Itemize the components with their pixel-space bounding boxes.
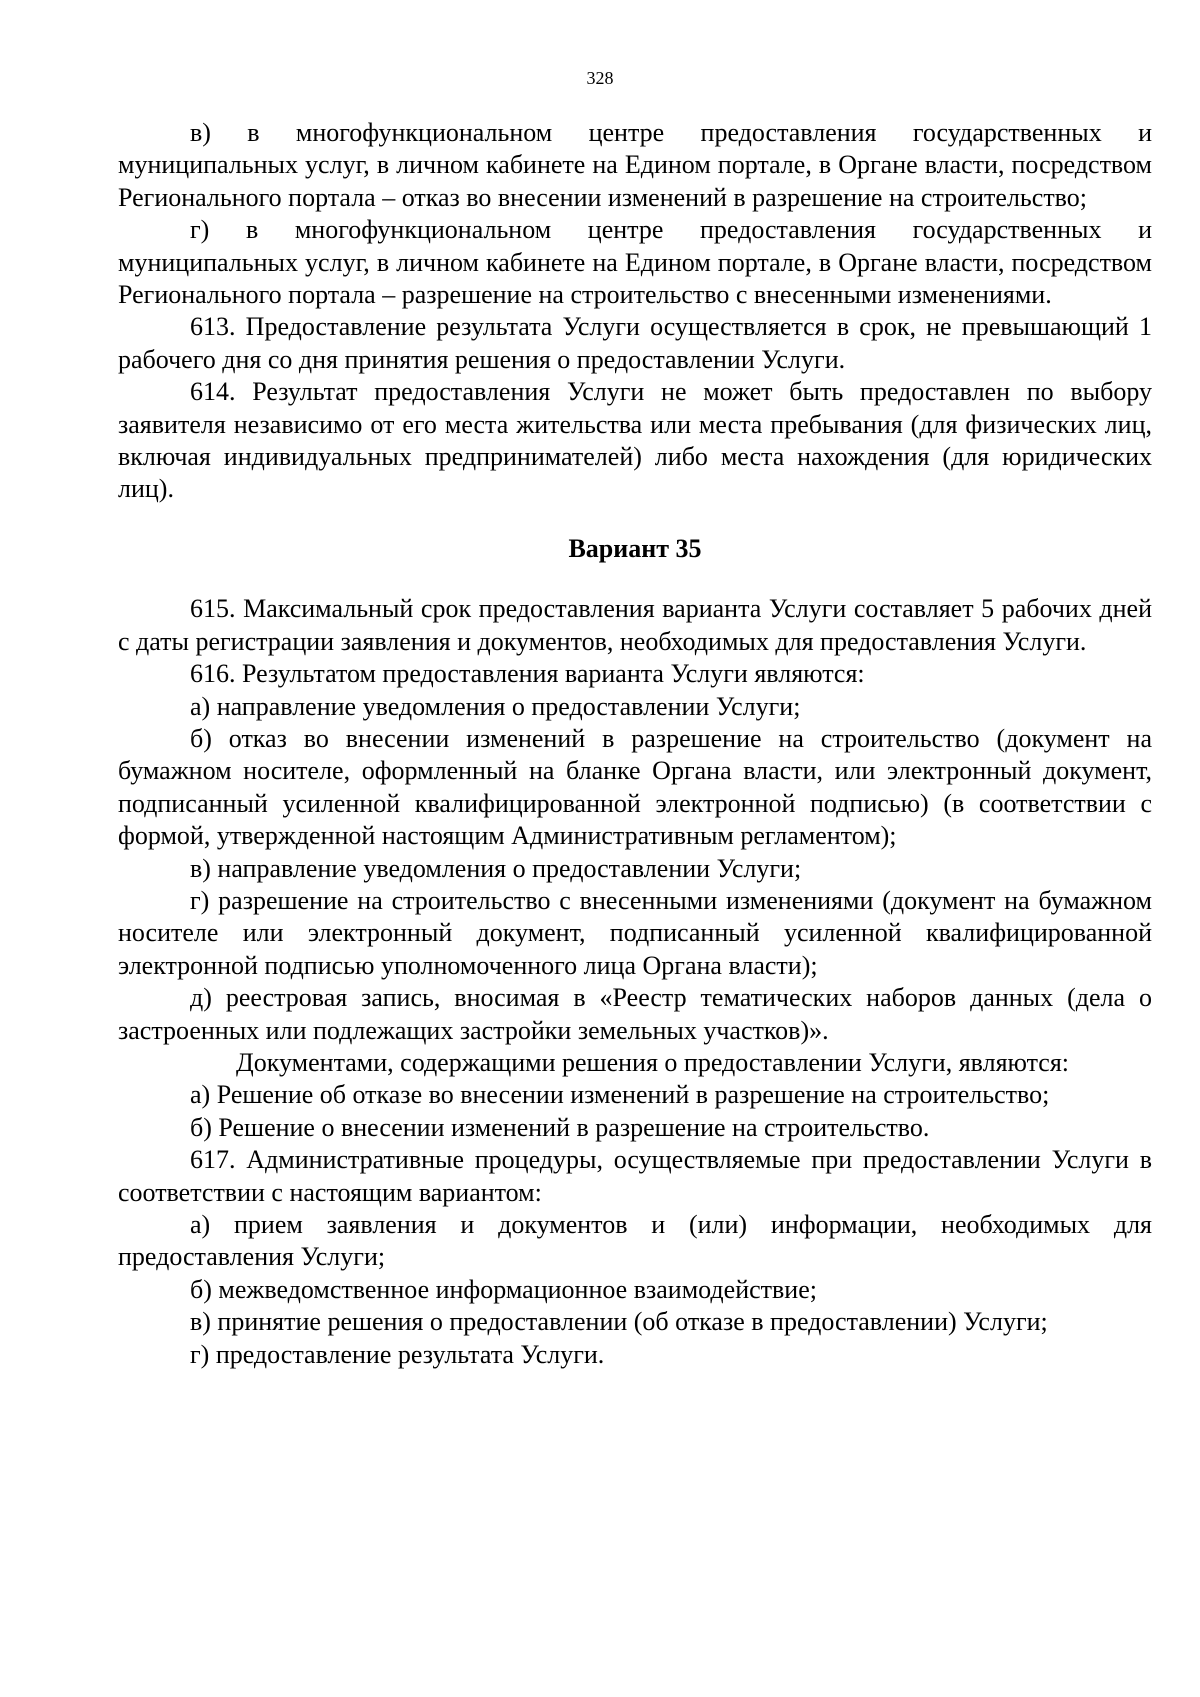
paragraph-616: 616. Результатом предоставления варианта Услуги являются: (190, 659, 865, 689)
section-heading: Вариант 35 (568, 533, 702, 563)
paragraph-614: 614. Результат предоставления Услуги не может быть предоставлен по выбору заявителя независимо от его места жительства или места пребывания (для физических лиц, включая индивидуальных предпринимателей) либо места нахождения (для юридических лиц). (118, 377, 1152, 504)
page-number: 328 (586, 68, 614, 88)
list-item-v-notification: в) направление уведомления о предоставлении Услуги; (190, 853, 802, 883)
document-item-a-refusal-decision: а) Решение об отказе во внесении изменений в разрешение на строительство; (190, 1080, 1050, 1110)
procedure-item-g-result: г) предоставление результата Услуги. (190, 1339, 605, 1369)
paragraph-g-permit-delivery: г) в многофункциональном центре предоставления государственных и муниципальных услуг, в личном кабинете на Едином портале, в Органе власти, посредством Регионального портала – разрешение на строительство с внесенными изменениями. (118, 215, 1152, 310)
procedure-item-a-intake: а) прием заявления и документов и (или) информации, необходимых для предоставления Услуги; (118, 1210, 1152, 1272)
list-item-g-permit: г) разрешение на строительство с внесенными изменениями (документ на бумажном носителе или электронный документ, подписанный усиленной квалифицированной электронной подписью уполномоченного лица Органа власти); (118, 885, 1152, 980)
paragraph-613: 613. Предоставление результата Услуги осуществляется в срок, не превышающий 1 рабочего дня со дня принятия решения о предоставлении Услуги. (118, 312, 1152, 374)
documents-intro: Документами, содержащими решения о предоставлении Услуги, являются: (236, 1047, 1070, 1077)
document-body (118, 117, 1152, 1371)
procedure-item-v-decision: в) принятие решения о предоставлении (об отказе в предоставлении) Услуги; (190, 1307, 1048, 1337)
list-item-b-refusal: б) отказ во внесении изменений в разрешение на строительство (документ на бумажном носителе, оформленный на бланке Органа власти, или электронный документ, подписанный усиленной квалифицированной электронной подписью) (в соответствии с формой, утвержденной настоящим Административным регламентом); (118, 723, 1152, 851)
list-item-a-notification: а) направление уведомления о предоставлении Услуги; (190, 691, 801, 721)
procedure-item-b-interagency: б) межведомственное информационное взаимодействие; (190, 1274, 817, 1304)
document-item-b-change-decision: б) Решение о внесении изменений в разрешение на строительство. (190, 1112, 930, 1142)
list-item-d-registry-entry: д) реестровая запись, вносимая в «Реестр тематических наборов данных (дела о застроенных или подлежащих застройки земельных участков)». (118, 983, 1152, 1045)
paragraph-v-refusal-delivery: в) в многофункциональном центре предоставления государственных и муниципальных услуг, в личном кабинете на Едином портале, в Органе власти, посредством Регионального портала – отказ во внесении изменений в разрешение на строительство; (118, 118, 1152, 212)
paragraph-615: 615. Максимальный срок предоставления варианта Услуги составляет 5 рабочих дней с даты регистрации заявления и документов, необходимых для предоставления Услуги. (118, 594, 1152, 656)
paragraph-617: 617. Административные процедуры, осуществляемые при предоставлении Услуги в соответствии с настоящим вариантом: (118, 1145, 1152, 1207)
